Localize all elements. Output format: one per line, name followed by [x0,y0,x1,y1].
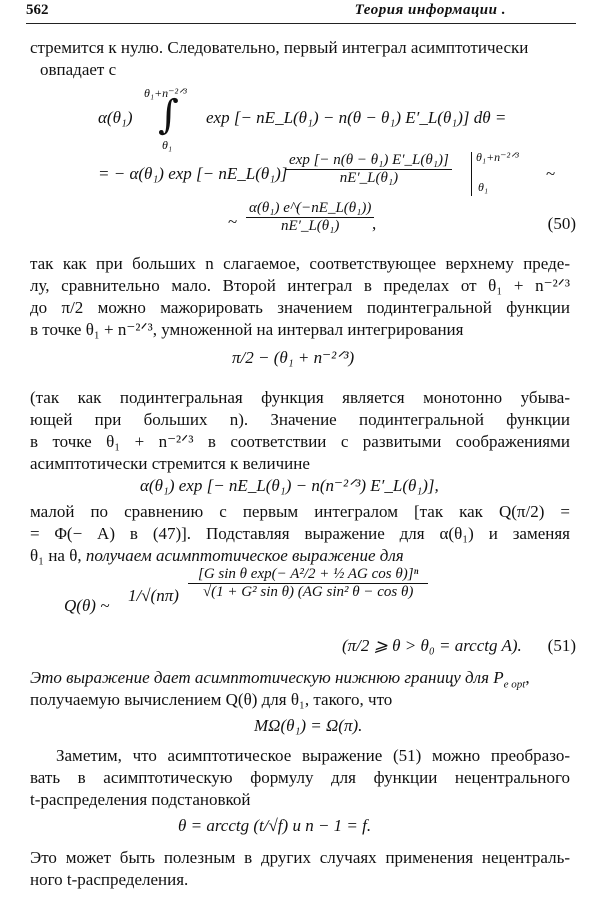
text-line: (так как подинтегральная функция является монотонно убыва- [30,388,570,407]
text-line: θ₁ на θ, получаем асимптотическое выражение для [30,546,404,565]
text-line: t-распределения подстановкой [30,790,251,809]
text-line: Это может быть полезным в других случаях применения нецентраль- [30,848,570,867]
integral-sign: ∫ [158,92,179,138]
text-line: в точке θ₁ + n⁻²ᐟ³, умноженной на интервал интегрирования [30,320,464,339]
asymptotic-sign: ~ [546,164,556,183]
eq51-lhs: Q(θ) ~ [64,596,110,615]
eq1-lhs: α(θ₁) [98,108,133,127]
omega-expression: MΩ(θ₁) = Ω(π). [254,716,363,735]
text-line: ного t-распределения. [30,870,189,889]
text-line: так как при больших n слагаемое, соответствующее верхнему преде- [30,254,570,273]
text-line: малой по сравнению с первым интегралом [так как Q(π/2) = [30,502,570,521]
text-line: получаемую вычислением Q(θ) для θ₁, такого, что [30,690,393,709]
eq2-fraction: $\frac{\text{exp [− n(θ − θ₁) E′\_L(θ₁)]}}{\text{nE′\_L(θ₁)}}$ [286,152,452,187]
page-header [26,2,574,24]
text-line: асимптотически стремится к величине [30,454,310,473]
eq1-integrand: exp [− nE_L(θ₁) − n(θ − θ₁) E′_L(θ₁)] dθ = [206,108,507,127]
page-number: 562 [26,2,49,18]
text-line: в точке θ₁ + n⁻²ᐟ³ в соответствии с развитыми соображениями [30,432,570,451]
eq2-lead: = − α(θ₁) exp [− nE_L(θ₁)] [98,164,288,183]
comma: , [372,214,377,233]
substitution-expression: θ = arcctg (t/√f) и n − 1 = f. [178,816,372,835]
header-rule [26,23,576,24]
text-line: стремится к нулю. Следовательно, первый интеграл асимптотически [30,38,529,57]
text-line: до π/2 можно мажорировать значением подинтегральной функции [30,298,570,317]
text-line: ющей при больших n). Значение подинтегральной функции [30,410,570,429]
text-line: лу, сравнительно мало. Второй интеграл в пределах от θ₁ + n⁻²ᐟ³ [30,276,570,295]
eval-bar [471,152,472,196]
interval-expression: π/2 − (θ₁ + n⁻²ᐟ³) [232,348,355,367]
text-line: вать в асимптотическую формулу для функции нецентрального [30,768,570,787]
eq1-lower-limit: θ₁ [162,138,173,152]
eq3-fraction: $\frac{\text{α(θ₁) e\textasciicircum{}(−nE\_L(θ₁))}}{\text{nE′\_L(θ₁)}}$ [246,200,374,235]
text-line: овпадает с [40,60,117,79]
eq51-prefactor: 1/√(nπ) [128,586,179,605]
eq51-fraction: $\frac{\text{[G sin θ exp(− A²/2 + ½ AG cos θ)]ⁿ}}{\text{√(1 + G² sin θ) (AG sin² θ − cos θ)}}$ [188,566,428,601]
equation-number-51: (51) [547,636,576,655]
eq51-condition: (π/2 ⩾ θ > θ₀ = arcctg A). [342,636,522,655]
value-expression: α(θ₁) exp [− nE_L(θ₁) − n(n⁻²ᐟ³) E′_L(θ₁)], [140,476,439,495]
eq2-upper-limit: θ₁+n⁻²ᐟ³ [476,150,519,164]
eq2-lower-limit: θ₁ [478,180,489,194]
asymptotic-sign: ~ [228,212,238,231]
text-line: Это выражение дает асимптотическую нижнюю границу для $P_{e opt}$, [30,668,530,691]
running-title: Теория информации . [354,2,506,18]
text-line: = Φ(− A) в (47)]. Подставляя выражение для α(θ₁) и заменяя [30,524,570,543]
equation-number-50: (50) [547,214,576,233]
text-line: Заметим, что асимптотическое выражение (51) можно преобразо- [56,746,570,765]
eq1-upper-limit: θ₁+n⁻²ᐟ³ [144,86,187,100]
